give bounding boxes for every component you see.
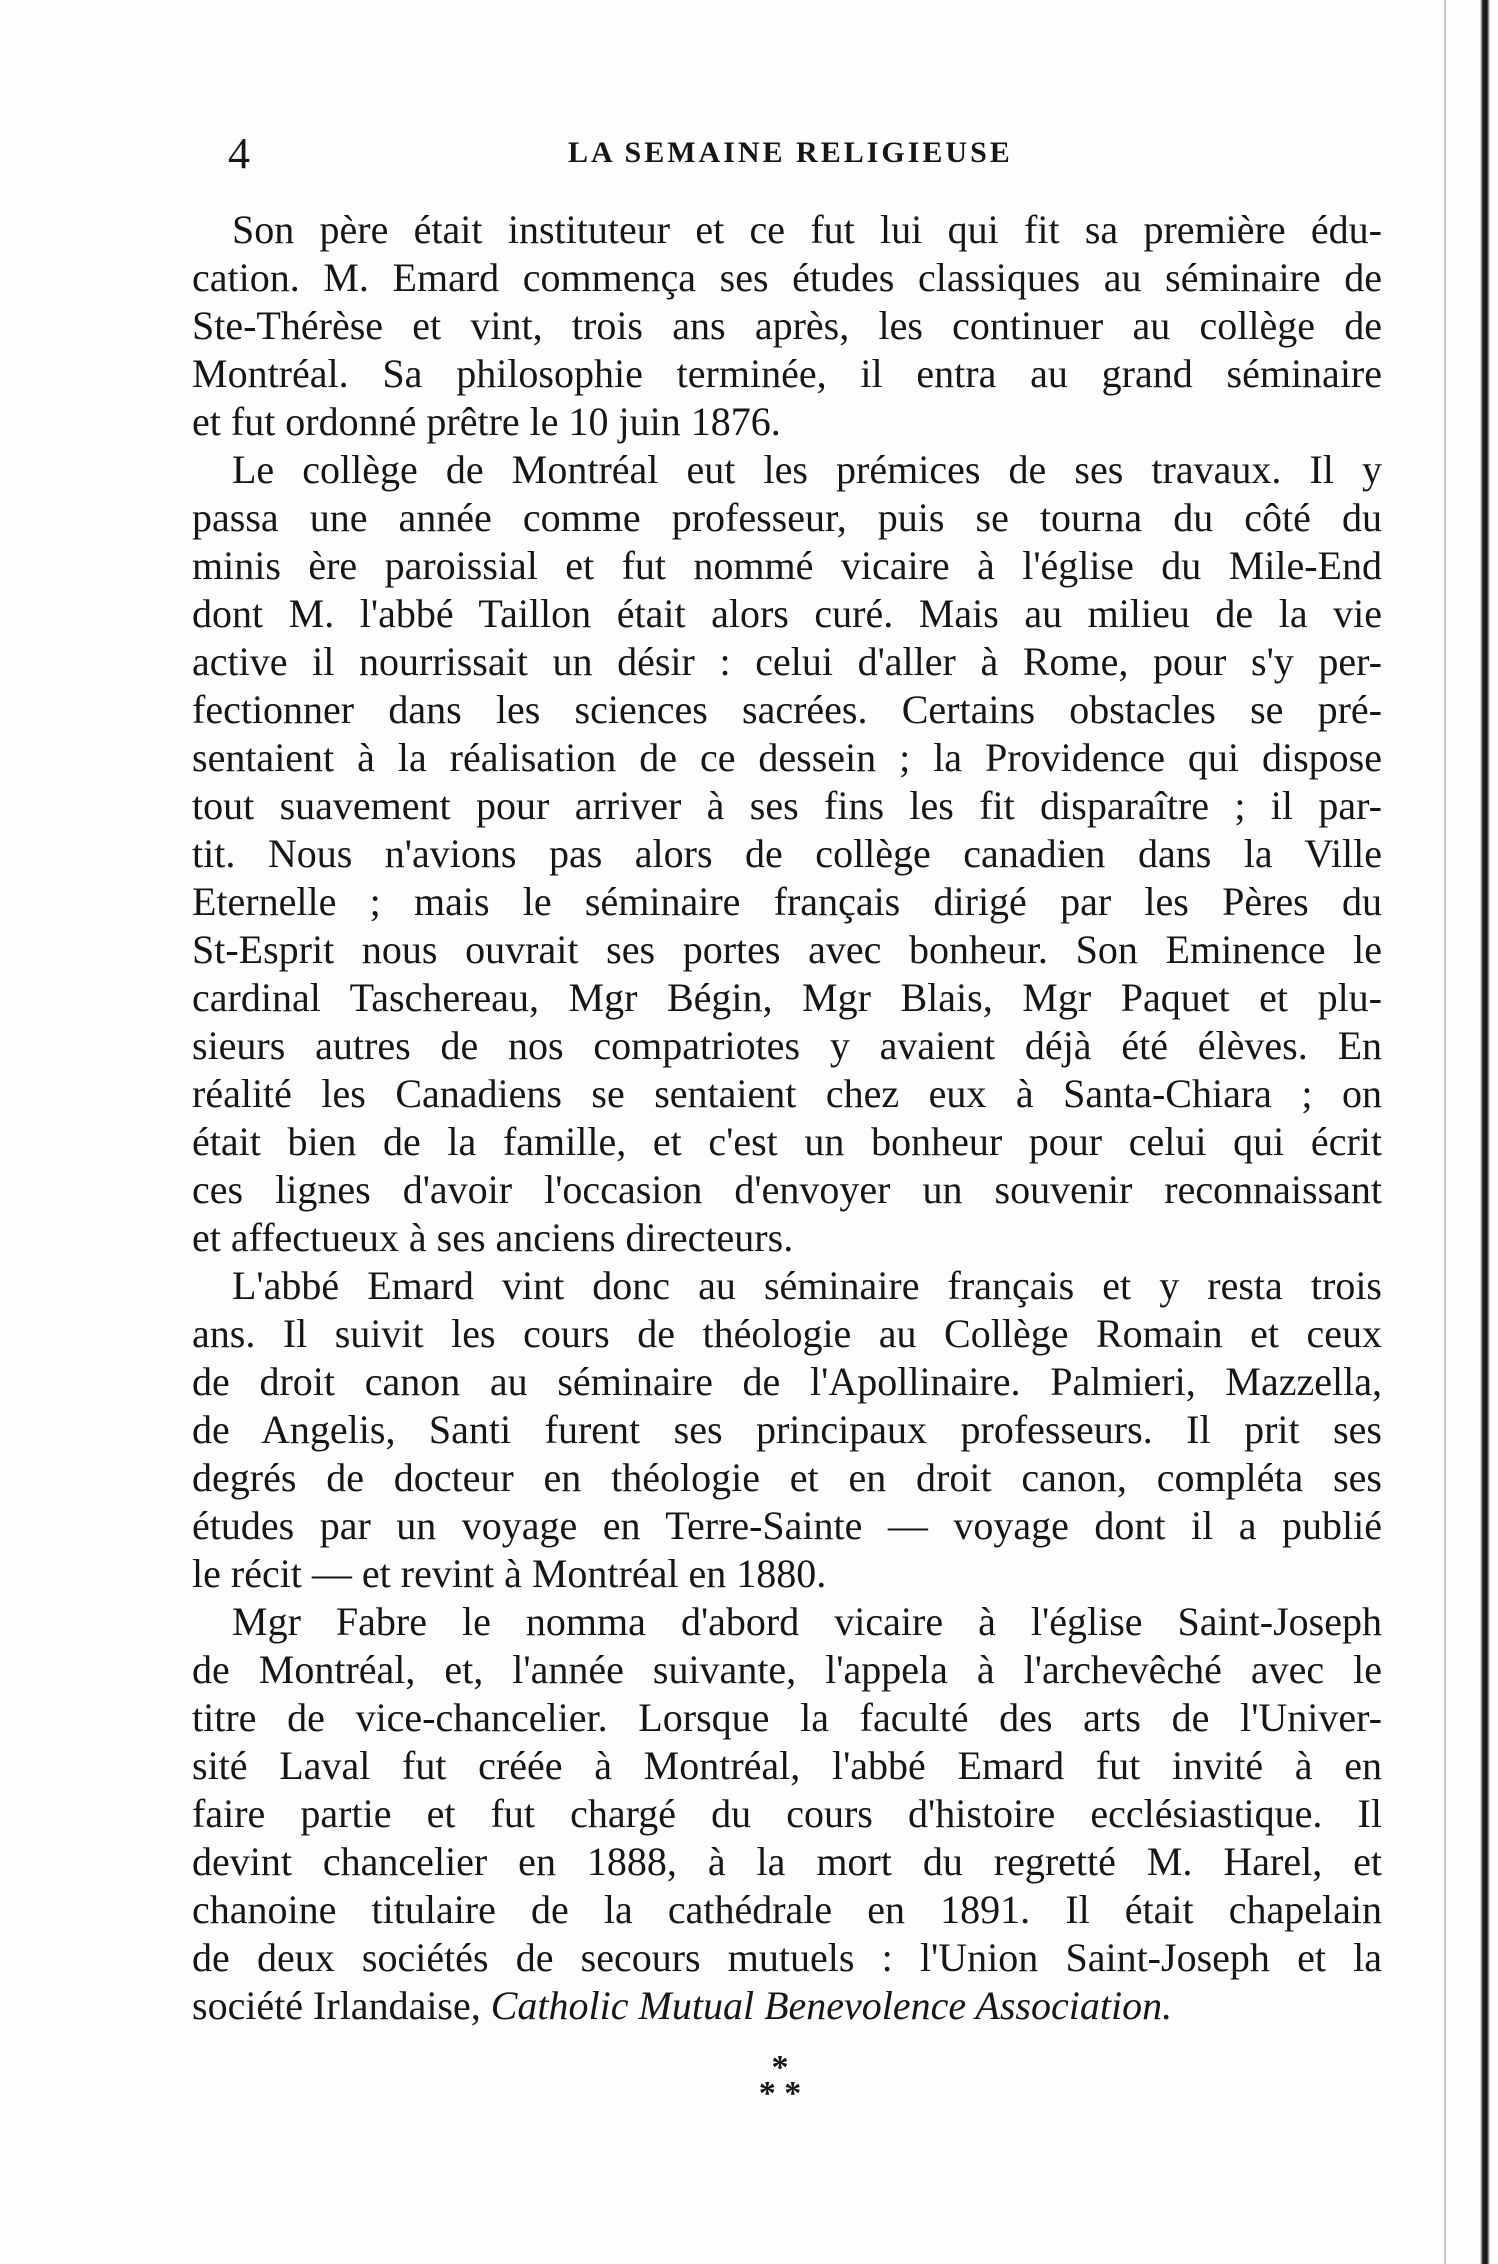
page-header: [228, 128, 1228, 178]
text-line: ans. Il suivit les cours de théologie au Collège Romain et ceux: [192, 1311, 1382, 1356]
text-line: Eternelle ; mais le séminaire français dirigé par les Pères du: [192, 879, 1382, 924]
text-line: était bien de la famille, et c'est un bonheur pour celui qui écrit: [192, 1119, 1382, 1164]
text-line: cation. M. Emard commença ses études classiques au séminaire de: [192, 255, 1382, 300]
paragraph-2: [192, 446, 1382, 1262]
text-line: tit. Nous n'avions pas alors de collège canadien dans la Ville: [192, 831, 1382, 876]
body-text: [192, 206, 1382, 2030]
text-line: Ste-Thérèse et vint, trois ans après, les continuer au collège de: [192, 303, 1382, 348]
text-line: minis ère paroissial et fut nommé vicaire à l'église du Mile-End: [192, 543, 1382, 588]
text-line: et fut ordonné prêtre le 10 juin 1876.: [192, 399, 781, 444]
text-line: et affectueux à ses anciens directeurs.: [192, 1215, 794, 1260]
text-line: degrés de docteur en théologie et en droit canon, compléta ses: [192, 1455, 1382, 1500]
paragraph-1: [192, 206, 1382, 446]
association-name: Catholic Mutual Benevolence Association.: [490, 1983, 1173, 2028]
page-binding-edge: [1480, 0, 1490, 2264]
asterism-bottom: * *: [758, 2075, 802, 2112]
asterism-top: *: [771, 2049, 789, 2086]
text-line: Montréal. Sa philosophie terminée, il entra au grand séminaire: [192, 351, 1382, 396]
text-line: réalité les Canadiens se sentaient chez eux à Santa-Chiara ; on: [192, 1071, 1382, 1116]
page-number: 4: [228, 129, 250, 178]
running-head: LA SEMAINE RELIGIEUSE: [568, 136, 1013, 169]
text-line: de Montréal, et, l'année suivante, l'appela à l'archevêché avec le: [192, 1647, 1382, 1692]
text-line: faire partie et fut chargé du cours d'histoire ecclésiastique. Il: [192, 1791, 1382, 1836]
text-line: chanoine titulaire de la cathédrale en 1891. Il était chapelain: [192, 1887, 1382, 1932]
text-line: sité Laval fut créée à Montréal, l'abbé Emard fut invité à en: [192, 1743, 1382, 1788]
text-line: active il nourrissait un désir : celui d'aller à Rome, pour s'y per-: [192, 639, 1382, 684]
text-line: St-Esprit nous ouvrait ses portes avec bonheur. Son Eminence le: [192, 927, 1382, 972]
text-line: Le collège de Montréal eut les prémices de ses travaux. Il y: [232, 447, 1382, 492]
text-line: cardinal Taschereau, Mgr Bégin, Mgr Blais, Mgr Paquet et plu-: [192, 975, 1382, 1020]
asterism-divider: [740, 2049, 820, 2112]
text-line: études par un voyage en Terre-Sainte — voyage dont il a publié: [192, 1503, 1382, 1548]
text-line-final: [192, 1982, 1382, 2030]
text-line: de Angelis, Santi furent ses principaux professeurs. Il prit ses: [192, 1407, 1382, 1452]
text-line: L'abbé Emard vint donc au séminaire français et y resta trois: [232, 1263, 1382, 1308]
text-line: ces lignes d'avoir l'occasion d'envoyer un souvenir reconnaissant: [192, 1167, 1382, 1212]
text-line: sieurs autres de nos compatriotes y avaient déjà été élèves. En: [192, 1023, 1382, 1068]
paragraph-3: [192, 1262, 1382, 1598]
text-line: dont M. l'abbé Taillon était alors curé. Mais au milieu de la vie: [192, 591, 1382, 636]
text-line: Mgr Fabre le nomma d'abord vicaire à l'église Saint-Joseph: [232, 1599, 1382, 1644]
text-line: sentaient à la réalisation de ce dessein ; la Providence qui dispose: [192, 735, 1382, 780]
final-line-roman: société Irlandaise,: [192, 1983, 481, 2028]
text-line: de droit canon au séminaire de l'Apollinaire. Palmieri, Mazzella,: [192, 1359, 1382, 1404]
text-line: Son père était instituteur et ce fut lui qui fit sa première édu-: [232, 207, 1382, 252]
paragraph-4: [192, 1598, 1382, 2030]
text-line: tout suavement pour arriver à ses fins les fit disparaître ; il par-: [192, 783, 1382, 828]
text-line: titre de vice-chancelier. Lorsque la faculté des arts de l'Univer-: [192, 1695, 1382, 1740]
text-line: le récit — et revint à Montréal en 1880.: [192, 1551, 827, 1596]
text-line: de deux sociétés de secours mutuels : l'Union Saint-Joseph et la: [192, 1935, 1382, 1980]
text-line: devint chancelier en 1888, à la mort du regretté M. Harel, et: [192, 1839, 1382, 1884]
page-edge-shadow: [1444, 0, 1446, 2264]
text-line: passa une année comme professeur, puis se tourna du côté du: [192, 495, 1382, 540]
text-line: fectionner dans les sciences sacrées. Certains obstacles se pré-: [192, 687, 1382, 732]
